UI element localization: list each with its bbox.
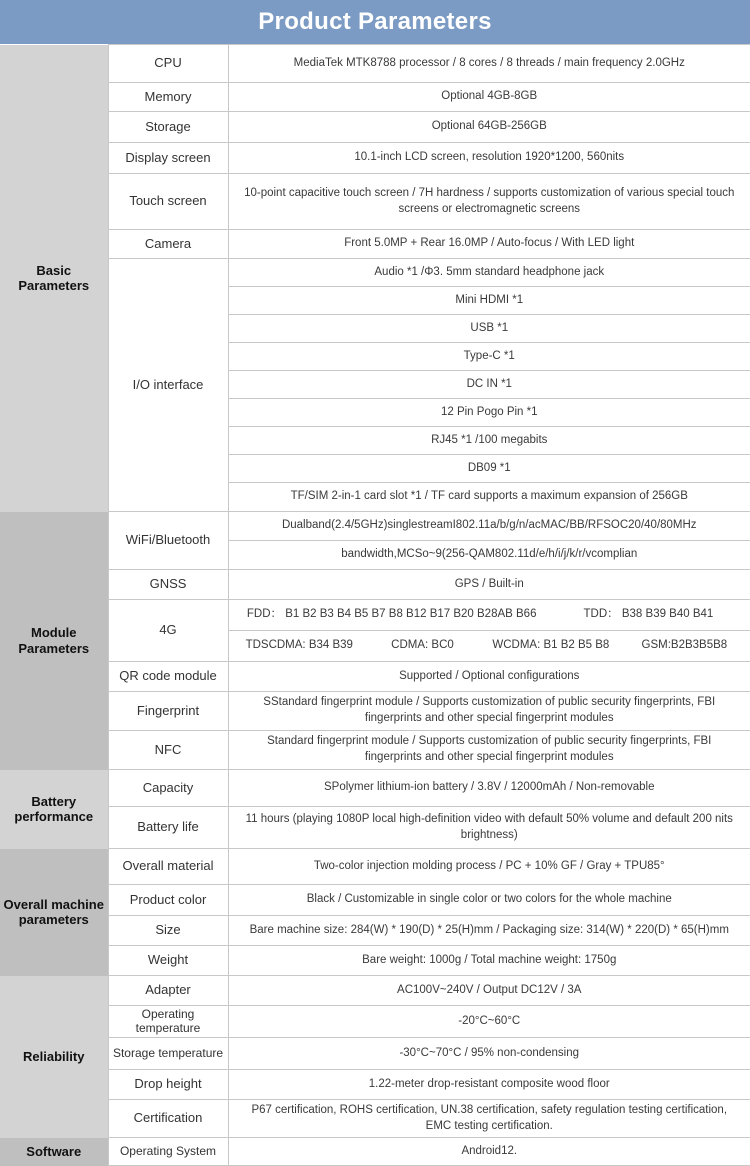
row-value-qr-code-module: Supported / Optional configurations <box>228 662 750 692</box>
row-value-io-dcin: DC IN *1 <box>228 371 750 399</box>
table-row <box>0 45 750 83</box>
band-tdscdma: TDSCDMA: B34 B39 <box>245 639 353 652</box>
row-value-operating-system: Android12. <box>228 1138 750 1166</box>
table-row <box>0 1138 750 1166</box>
band-fdd: FDD： B1 B2 B3 B4 B5 B7 B8 B12 B17 B20 B28AB B66 <box>246 608 537 621</box>
table-row <box>0 770 750 807</box>
row-value-adapter: AC100V~240V / Output DC12V / 3A <box>228 976 750 1006</box>
row-value-io-usb: USB *1 <box>228 315 750 343</box>
row-label-fingerprint: Fingerprint <box>108 692 228 731</box>
row-value-battery-life: 11 hours (playing 1080P local high-definition video with default 50% volume and default 200 nits brightness) <box>228 807 750 849</box>
table-row <box>0 174 750 230</box>
row-value-wifi-line2: bandwidth,MCSo~9(256-QAM802.11d/e/h/i/j/k/r/vcomplian <box>228 541 750 570</box>
row-value-4g-line2 <box>228 631 750 662</box>
row-value-4g-line1 <box>228 600 750 631</box>
row-value-fingerprint: SStandard fingerprint module / Supports customization of public security fingerprints, FBI fingerprints and other special fingerprint modules <box>228 692 750 731</box>
row-label-size: Size <box>108 916 228 946</box>
row-label-cpu: CPU <box>108 45 228 83</box>
row-value-io-pogo-pin: 12 Pin Pogo Pin *1 <box>228 399 750 427</box>
table-row <box>0 83 750 112</box>
row-value-cpu: MediaTek MTK8788 processor / 8 cores / 8 threads / main frequency 2.0GHz <box>228 45 750 83</box>
row-value-io-hdmi: Mini HDMI *1 <box>228 287 750 315</box>
row-value-weight: Bare weight: 1000g / Total machine weight: 1750g <box>228 946 750 976</box>
table-row <box>0 807 750 849</box>
page-title: Product Parameters <box>258 8 492 35</box>
row-value-storage: Optional 64GB-256GB <box>228 112 750 143</box>
table-row <box>0 916 750 946</box>
table-row <box>0 662 750 692</box>
category-cell-basic-parameters: Basic Parameters <box>0 45 108 512</box>
table-row <box>0 512 750 541</box>
row-value-storage-temperature: -30°C~70°C / 95% non-condensing <box>228 1038 750 1070</box>
row-value-overall-material: Two-color injection molding process / PC + 10% GF / Gray + TPU85° <box>228 849 750 885</box>
band-tdd: TDD： B38 B39 B40 B41 <box>583 608 714 621</box>
table-row <box>0 112 750 143</box>
row-label-nfc: NFC <box>108 731 228 770</box>
row-value-wifi-line1: Dualband(2.4/5GHz)singlestreamI802.11a/b/g/n/acMAC/BB/RFSOC20/40/80MHz <box>228 512 750 541</box>
category-cell-overall-machine-parameters: Overall machine parameters <box>0 849 108 976</box>
band-wcdma: WCDMA: B1 B2 B5 B8 <box>492 639 610 652</box>
row-label-certification: Certification <box>108 1100 228 1138</box>
row-value-drop-height: 1.22-meter drop-resistant composite wood floor <box>228 1070 750 1100</box>
row-label-operating-system: Operating System <box>108 1138 228 1166</box>
row-value-io-typec: Type-C *1 <box>228 343 750 371</box>
row-value-certification: P67 certification, ROHS certification, UN.38 certification, safety regulation testing certification, EMC testing certification. <box>228 1100 750 1138</box>
row-value-io-tf-sim: TF/SIM 2-in-1 card slot *1 / TF card supports a maximum expansion of 256GB <box>228 483 750 512</box>
row-label-storage-temperature: Storage temperature <box>108 1038 228 1070</box>
row-label-4g: 4G <box>108 600 228 662</box>
row-value-io-audio: Audio *1 /Φ3. 5mm standard headphone jack <box>228 259 750 287</box>
row-value-io-rj45: RJ45 *1 /100 megabits <box>228 427 750 455</box>
row-label-adapter: Adapter <box>108 976 228 1006</box>
row-label-camera: Camera <box>108 230 228 259</box>
table-row <box>0 570 750 600</box>
table-row <box>0 885 750 916</box>
category-cell-reliability: Reliability <box>0 976 108 1138</box>
band-cdma: CDMA: BC0 <box>391 639 454 652</box>
row-label-weight: Weight <box>108 946 228 976</box>
row-label-capacity: Capacity <box>108 770 228 807</box>
table-row <box>0 849 750 885</box>
row-label-drop-height: Drop height <box>108 1070 228 1100</box>
table-row <box>0 600 750 631</box>
row-label-io-interface: I/O interface <box>108 259 228 512</box>
table-row <box>0 976 750 1006</box>
row-label-operating-temperature: Operating temperature <box>108 1006 228 1038</box>
category-cell-module-parameters: Module Parameters <box>0 512 108 770</box>
table-row <box>0 1070 750 1100</box>
row-value-operating-temperature: -20°C~60°C <box>228 1006 750 1038</box>
row-value-camera: Front 5.0MP + Rear 16.0MP / Auto-focus / With LED light <box>228 230 750 259</box>
row-label-memory: Memory <box>108 83 228 112</box>
row-value-gnss: GPS / Built-in <box>228 570 750 600</box>
row-label-overall-material: Overall material <box>108 849 228 885</box>
row-value-nfc: Standard fingerprint module / Supports customization of public security fingerprints, FBI fingerprints and other special fingerprint modules <box>228 731 750 770</box>
row-label-product-color: Product color <box>108 885 228 916</box>
table-row <box>0 259 750 287</box>
table-row <box>0 1038 750 1070</box>
table-row <box>0 692 750 731</box>
row-label-gnss: GNSS <box>108 570 228 600</box>
table-row <box>0 230 750 259</box>
band-gsm: GSM:B2B3B5B8 <box>641 639 728 652</box>
table-row <box>0 143 750 174</box>
row-value-capacity: SPolymer lithium-ion battery / 3.8V / 12000mAh / Non-removable <box>228 770 750 807</box>
row-label-wifi-bluetooth: WiFi/Bluetooth <box>108 512 228 570</box>
table-row <box>0 731 750 770</box>
row-value-product-color: Black / Customizable in single color or two colors for the whole machine <box>228 885 750 916</box>
row-label-touch-screen: Touch screen <box>108 174 228 230</box>
row-value-size: Bare machine size: 284(W) * 190(D) * 25(H)mm / Packaging size: 314(W) * 220(D) * 65(H)mm <box>228 916 750 946</box>
specifications-table <box>0 44 750 1166</box>
row-label-display-screen: Display screen <box>108 143 228 174</box>
row-label-qr-code-module: QR code module <box>108 662 228 692</box>
row-value-memory: Optional 4GB-8GB <box>228 83 750 112</box>
row-label-storage: Storage <box>108 112 228 143</box>
row-value-display-screen: 10.1-inch LCD screen, resolution 1920*1200, 560nits <box>228 143 750 174</box>
row-value-touch-screen: 10-point capacitive touch screen / 7H hardness / supports customization of various special touch screens or electromagnetic screens <box>228 174 750 230</box>
row-value-io-db09: DB09 *1 <box>228 455 750 483</box>
table-row <box>0 946 750 976</box>
table-row <box>0 1100 750 1138</box>
category-cell-battery-performance: Battery performance <box>0 770 108 849</box>
row-label-battery-life: Battery life <box>108 807 228 849</box>
page-header-banner <box>0 0 750 44</box>
category-cell-software: Software <box>0 1138 108 1166</box>
